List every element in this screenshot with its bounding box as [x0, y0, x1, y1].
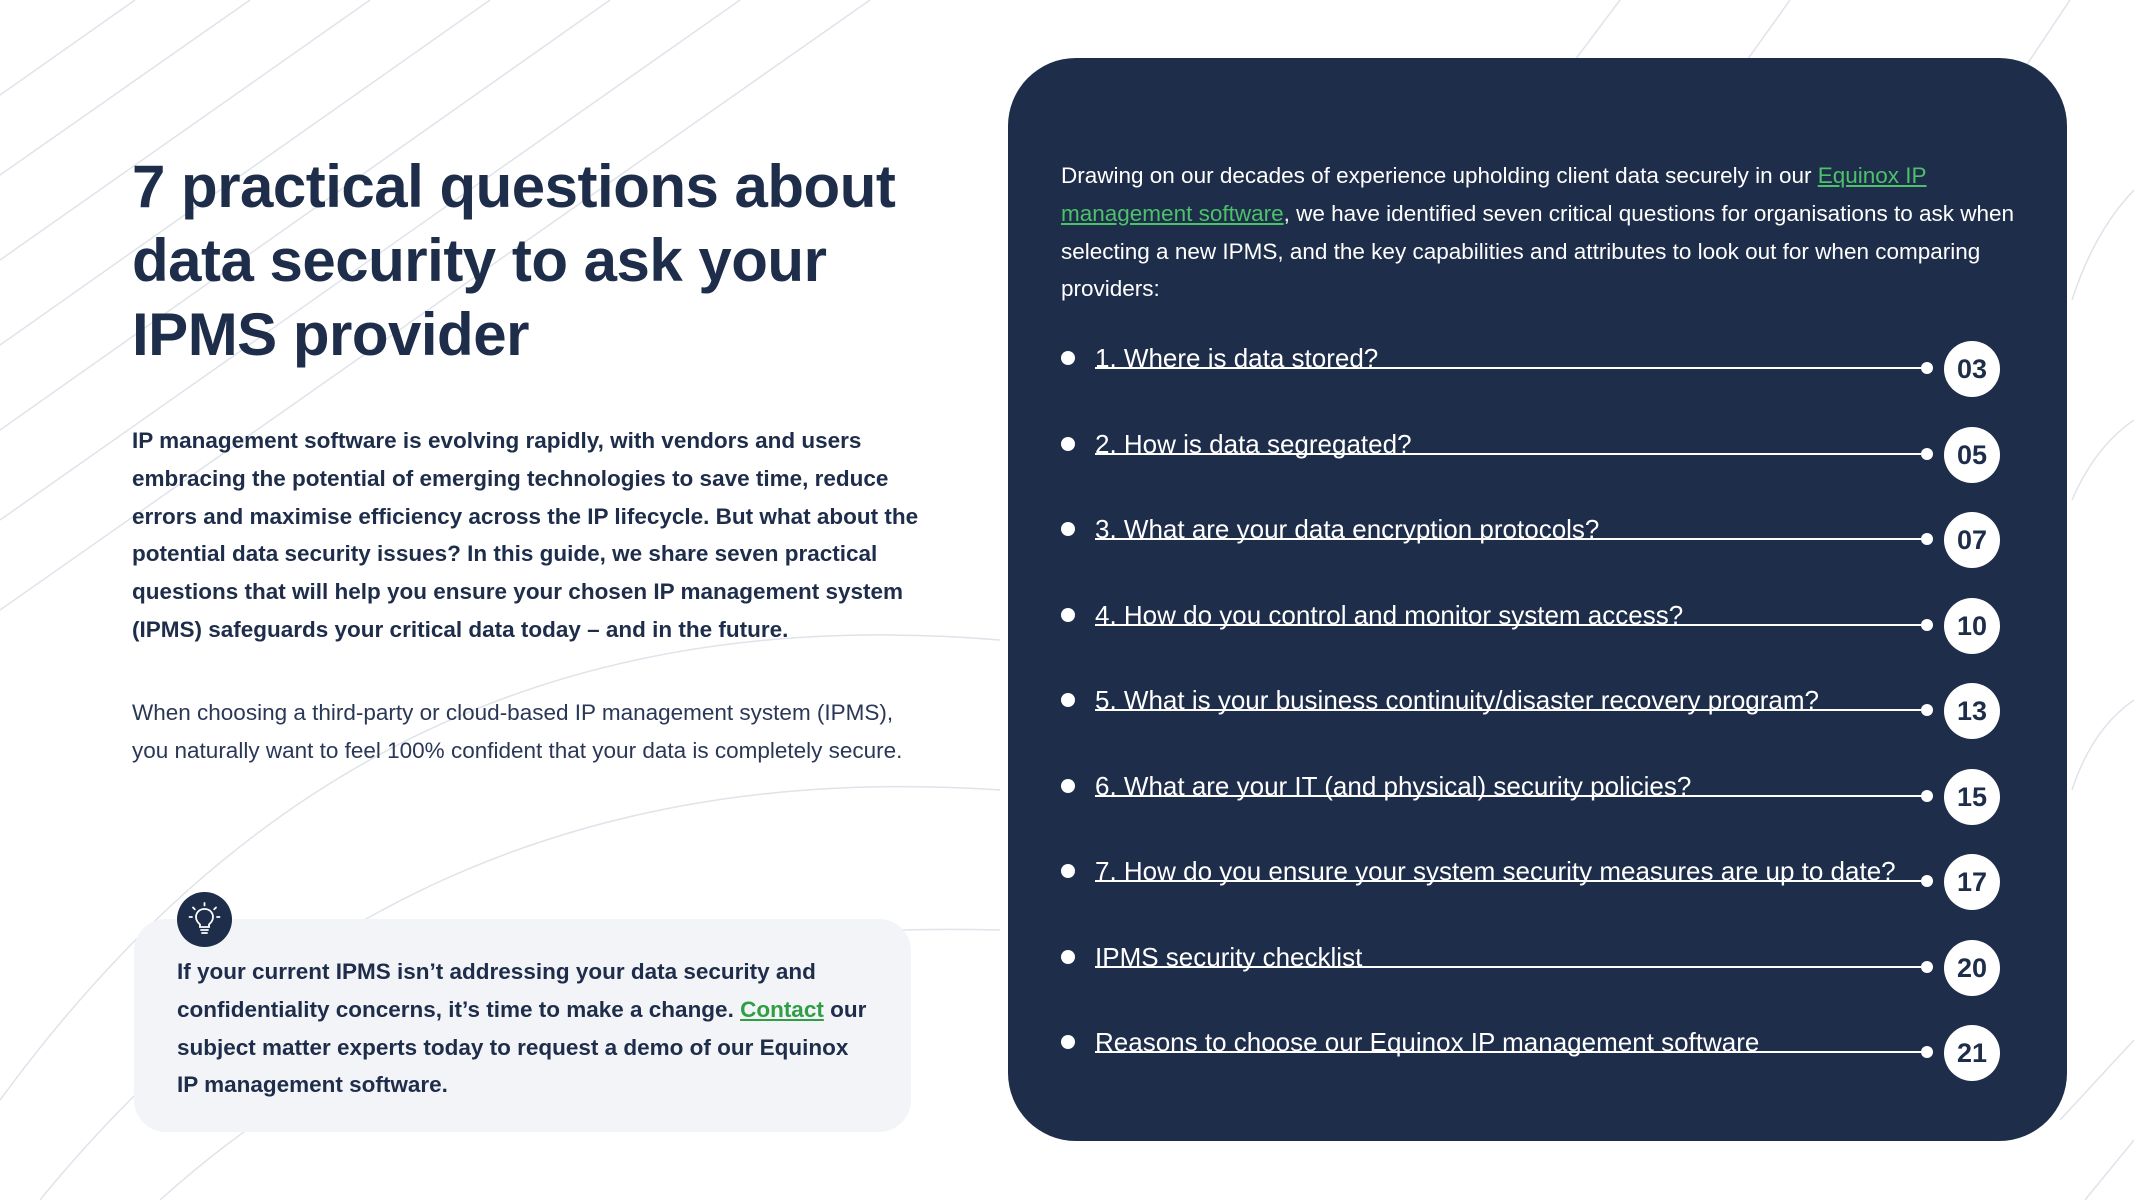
- contents-item-label[interactable]: IPMS security checklist: [1095, 942, 1363, 972]
- bullet-icon: [1061, 950, 1075, 964]
- bullet-icon: [1061, 608, 1075, 622]
- leader-line: [1095, 709, 1921, 711]
- contents-item[interactable]: [1008, 683, 2067, 743]
- bullet-icon: [1061, 437, 1075, 451]
- bullet-icon: [1061, 522, 1075, 536]
- contents-item-label[interactable]: 3. What are your data encryption protocols?: [1095, 514, 1600, 544]
- page-number-badge[interactable]: 10: [1944, 598, 2000, 654]
- leader-dot: [1921, 704, 1933, 716]
- contact-link[interactable]: Contact: [740, 996, 824, 1022]
- contents-item[interactable]: [1008, 769, 2067, 829]
- leader-dot: [1921, 619, 1933, 631]
- contents-item[interactable]: [1008, 854, 2067, 914]
- bullet-icon: [1061, 351, 1075, 365]
- contents-item-label[interactable]: Reasons to choose our Equinox IP management software: [1095, 1027, 1760, 1057]
- page-number-badge[interactable]: 17: [1944, 854, 2000, 910]
- contents-item[interactable]: [1008, 512, 2067, 572]
- bullet-icon: [1061, 864, 1075, 878]
- contents-intro-before: Drawing on our decades of experience upholding client data securely in our: [1061, 163, 1818, 188]
- leader-dot: [1921, 533, 1933, 545]
- leader-dot: [1921, 448, 1933, 460]
- contents-item[interactable]: [1008, 598, 2067, 658]
- bullet-icon: [1061, 693, 1075, 707]
- leader-line: [1095, 367, 1921, 369]
- page-number-badge[interactable]: 07: [1944, 512, 2000, 568]
- page-number-badge[interactable]: 05: [1944, 427, 2000, 483]
- page-number-badge[interactable]: 15: [1944, 769, 2000, 825]
- contact-callout: [134, 919, 911, 1132]
- page-title: 7 practical questions about data security to ask your IPMS provider: [132, 153, 896, 368]
- contents-intro-after: , we have identified seven critical questions for organisations to ask when selecting a new IPMS, and the key capabilities and attributes to look out for when comparing providers:: [1061, 200, 2015, 302]
- equinox-software-link[interactable]: Equinox IP management software: [1061, 163, 1927, 226]
- callout-text: [177, 953, 867, 1104]
- contents-item-label[interactable]: 2. How is data segregated?: [1095, 429, 1412, 459]
- contents-item-label[interactable]: 6. What are your IT (and physical) security policies?: [1095, 771, 1692, 801]
- left-column: [132, 150, 932, 769]
- lightbulb-icon: [177, 892, 232, 947]
- page-number-badge[interactable]: 21: [1944, 1025, 2000, 1081]
- leader-line: [1095, 966, 1921, 968]
- leader-dot: [1921, 790, 1933, 802]
- leader-line: [1095, 624, 1921, 626]
- body-paragraph: When choosing a third-party or cloud-based IP management system (IPMS), you naturally want to feel 100% confident that your data is completely secure.: [132, 699, 903, 763]
- intro-paragraph: IP management software is evolving rapidly, with vendors and users embracing the potential of emerging technologies to save time, reduce errors and maximise efficiency across the IP lifecycle. But what about the potential data security issues? In this guide, we share seven practical questions that will help you ensure your chosen IP management system (IPMS) safeguards your critical data today – and in the future.: [132, 428, 919, 642]
- leader-line: [1095, 538, 1921, 540]
- contents-item[interactable]: [1008, 341, 2067, 401]
- bullet-icon: [1061, 779, 1075, 793]
- leader-dot: [1921, 1046, 1933, 1058]
- callout-text-after: our subject matter experts today to request a demo of our Equinox IP management software.: [177, 996, 867, 1098]
- leader-dot: [1921, 875, 1933, 887]
- leader-line: [1095, 1051, 1921, 1053]
- contents-item-label[interactable]: 1. Where is data stored?: [1095, 343, 1379, 373]
- leader-dot: [1921, 961, 1933, 973]
- leader-line: [1095, 453, 1921, 455]
- contents-item-label[interactable]: 4. How do you control and monitor system access?: [1095, 600, 1684, 630]
- contents-item-label[interactable]: 5. What is your business continuity/disaster recovery program?: [1095, 685, 1819, 715]
- contents-item-label[interactable]: 7. How do you ensure your system security measures are up to date?: [1095, 856, 1896, 886]
- contents-intro: [1061, 157, 2026, 308]
- bullet-icon: [1061, 1035, 1075, 1049]
- page-number-badge[interactable]: 13: [1944, 683, 2000, 739]
- page-number-badge[interactable]: 03: [1944, 341, 2000, 397]
- leader-dot: [1921, 362, 1933, 374]
- leader-line: [1095, 880, 1921, 882]
- contents-item[interactable]: [1008, 1025, 2067, 1085]
- contents-item[interactable]: [1008, 427, 2067, 487]
- contents-panel: [1008, 58, 2067, 1141]
- page-number-badge[interactable]: 20: [1944, 940, 2000, 996]
- leader-line: [1095, 795, 1921, 797]
- callout-text-before: If your current IPMS isn’t addressing your data security and confidentiality concerns, it’s time to make a change.: [177, 959, 816, 1022]
- contents-item[interactable]: [1008, 940, 2067, 1000]
